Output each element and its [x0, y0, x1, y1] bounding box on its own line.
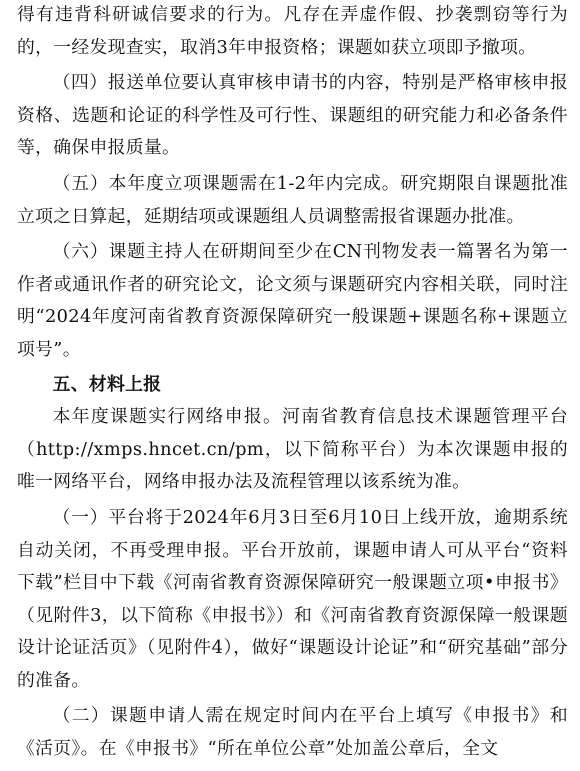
- paragraph-item-4: （四）报送单位要认真审核申请书的内容，特别是严格审核申报资格、选题和论证的科学性及可行性、课题组的研究能力和必备条件等，确保申报质量。: [17, 72, 568, 159]
- paragraph-platform-schedule: （一）平台将于2024年6月3日至6月10日上线开放，逾期系统自动关闭，不再受理申报。平台开放前，课题申请人可从平台“资料下载”栏目中下载《河南省教育资源保障研究一般课题立项•申报书》（见附件3，以下简称《申报书》）和《河南省教育资源保障一般课题设计论证活页》（见附件4），做好“课题设计论证”和“研究基础”部分的准备。: [17, 506, 568, 691]
- paragraph-item-6: （六）课题主持人在研期间至少在CN刊物发表一篇署名为第一作者或通讯作者的研究论文，论文须与课题研究内容相关联，同时注明“2024年度河南省教育资源保障研究一般课题+课题名称+课题立项号”。: [17, 241, 568, 360]
- paragraph-integrity: 得有违背科研诚信要求的行为。凡存在弄虚作假、抄袭剽窃等行为的，一经发现查实，取消3年申报资格；课题如获立项即予撤项。: [17, 4, 568, 58]
- paragraph-online-submission: 本年度课题实行网络申报。河南省教育信息技术课题管理平台（http://xmps.hncet.cn/pm，以下简称平台）为本次课题申报的唯一网络平台，网络申报办法及流程管理以该系统为准。: [17, 406, 568, 493]
- section-heading-materials: 五、材料上报: [52, 373, 162, 395]
- paragraph-fill-forms: （二）课题申请人需在规定时间内在平台上填写《申报书》和《活页》。在《申报书》“所在单位公章”处加盖公章后，全文: [17, 705, 568, 760]
- paragraph-item-5: （五）本年度立项课题需在1-2年内完成。研究期限自课题批准立项之日算起，延期结项或课题组人员调整需报省课题办批准。: [17, 172, 568, 227]
